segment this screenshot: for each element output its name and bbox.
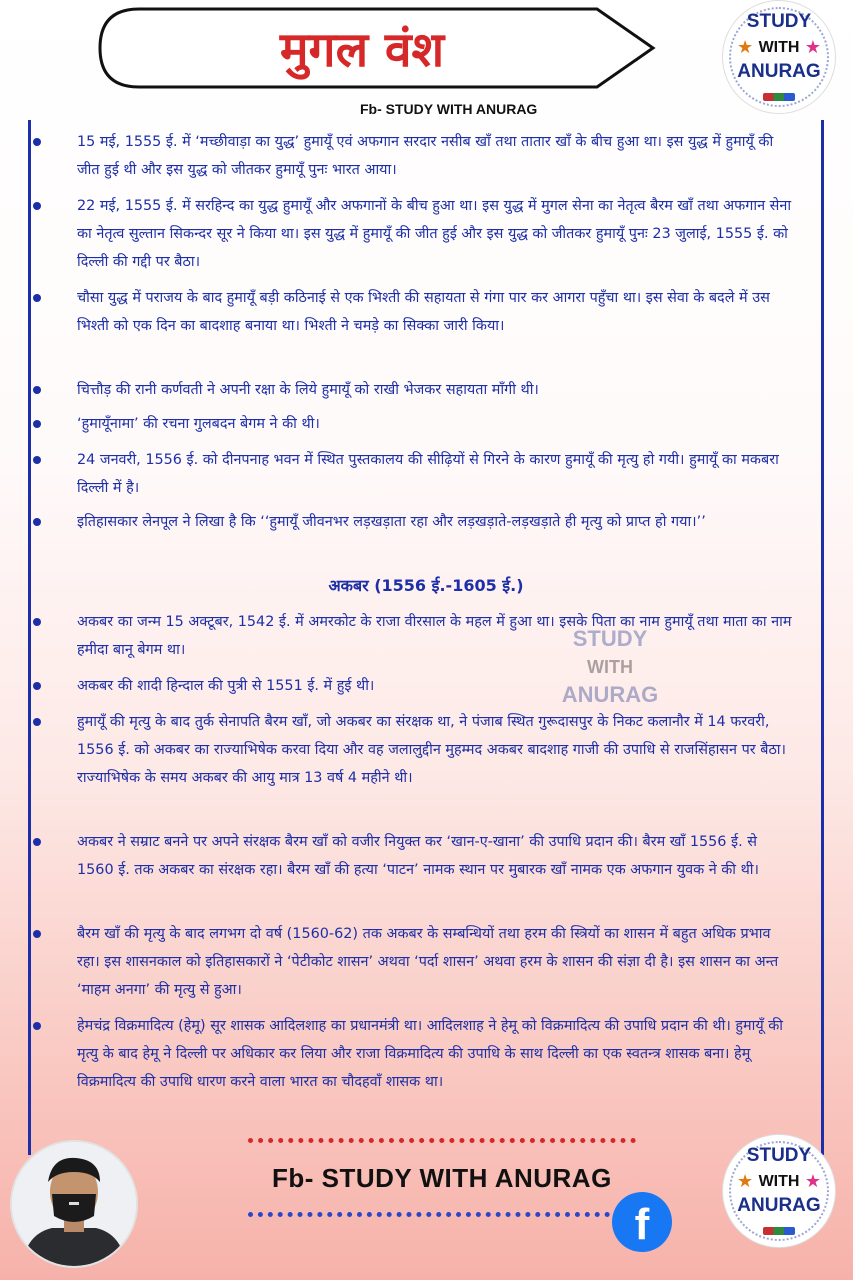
logo-line-1: STUDY bbox=[746, 1145, 812, 1166]
title-banner bbox=[97, 6, 657, 90]
logo-line-3: ANURAG bbox=[737, 1195, 821, 1216]
list-item-text: 22 मई, 1555 ई. में सरहिन्द का युद्ध हुमायूँ और अफगानों के बीच हुआ था। इस युद्ध में मुगल सेना का नेतृत्व बैरम खाँ तथा अफगान सेना का नेतृत्व सुल्तान सिकन्दर सूर ने किया था। इस युद्ध में हुमायूँ की जीत हुई और इस युद्ध को जीतकर हुमायूँ पुनः 23 जुलाई, 1555 ई. को दिल्ली की गद्दी पर बैठा। bbox=[77, 198, 792, 270]
content-panel bbox=[28, 120, 824, 1155]
bullet-icon bbox=[33, 518, 41, 526]
list-item-text: बैरम खाँ की मृत्यु के बाद लगभग दो वर्ष (1560-62) तक अकबर के सम्बन्धियों तथा हरम की स्त्रियों का शासन में बहुत अधिक प्रभाव रहा। इस शासनकाल को इतिहासकारों ने ‘पेटीकोट शासन’ अथवा ‘पर्दा शासन’ अथवा हरम के शासन की संज्ञा दी है। इस शासन का अन्त ‘माहम अनगा’ की मृत्यु से हुआ। bbox=[77, 926, 779, 998]
logo-line-2: WITH bbox=[758, 39, 800, 56]
bullet-icon bbox=[33, 618, 41, 626]
student-figure-icon: ★ bbox=[737, 37, 754, 58]
logo-line-2: WITH bbox=[758, 1173, 800, 1190]
bullet-icon bbox=[33, 420, 41, 428]
student-figure-icon: ★ bbox=[804, 37, 821, 58]
bullet-icon bbox=[33, 838, 41, 846]
bullet-icon bbox=[33, 718, 41, 726]
page-title: मुगल वंश bbox=[279, 22, 445, 78]
list-item-text: अकबर की शादी हिन्दाल की पुत्री से 1551 ई. में हुई थी। bbox=[77, 678, 375, 694]
bullet-icon bbox=[33, 456, 41, 464]
watermark-logo bbox=[540, 625, 680, 720]
fb-credit-top: Fb- STUDY WITH ANURAG bbox=[360, 101, 538, 117]
books-icon bbox=[763, 1227, 795, 1235]
bullet-icon bbox=[33, 682, 41, 690]
list-item-text: हेमचंद्र विक्रमादित्य (हेमू) सूर शासक आदिलशाह का प्रधानमंत्री था। आदिलशाह ने हेमू को विक्रमादित्य की उपाधि प्रदान की थी। हुमायूँ की मृत्यु के बाद हेमू ने दिल्ली पर अधिकार कर लिया और राजा विक्रमादित्य की उपाधि के साथ दिल्ली का एक स्वतन्त्र शासक बना। हेमू विक्रमादित्य की उपाधि धारण करने वाला भारत का चौदहवाँ शासक था। bbox=[77, 1018, 784, 1090]
section-heading-akbar: अकबर (1556 ई.-1605 ई.) bbox=[328, 576, 524, 595]
watermark-line-1: STUDY bbox=[572, 626, 648, 651]
list-item-text: चौसा युद्ध में पराजय के बाद हुमायूँ बड़ी कठिनाई से एक भिश्ती की सहायता से गंगा पार कर आगरा पहुँचा था। इस सेवा के बदले में उस भिश्ती को एक दिन का बादशाह बनाया था। भिश्ती ने चमड़े का सिक्का जारी किया। bbox=[77, 290, 770, 334]
bullet-icon bbox=[33, 1022, 41, 1030]
facebook-icon[interactable]: f bbox=[612, 1192, 672, 1252]
student-figure-icon: ★ bbox=[737, 1171, 754, 1192]
logo-line-1: STUDY bbox=[746, 11, 812, 32]
bullet-icon bbox=[33, 138, 41, 146]
bullet-icon bbox=[33, 930, 41, 938]
avatar bbox=[10, 1140, 138, 1268]
footer-divider-bottom bbox=[248, 1212, 610, 1217]
logo-line-3: ANURAG bbox=[737, 61, 821, 82]
list-item-text: 24 जनवरी, 1556 ई. को दीनपनाह भवन में स्थित पुस्तकालय की सीढ़ियों से गिरने के कारण हुमायूँ की मृत्यु हो गयी। हुमायूँ का मकबरा दिल्ली में है। bbox=[77, 452, 779, 496]
bullet-icon bbox=[33, 202, 41, 210]
watermark-line-3: ANURAG bbox=[561, 682, 659, 707]
fb-credit-bottom: Fb- STUDY WITH ANURAG bbox=[272, 1163, 612, 1193]
study-with-anurag-logo bbox=[722, 1134, 836, 1248]
books-icon bbox=[763, 93, 795, 101]
list-item-text: 15 मई, 1555 ई. में ‘मच्छीवाड़ा का युद्ध’ हुमायूँ एवं अफगान सरदार नसीब खाँ तथा तातार खाँ के बीच हुआ था। इस युद्ध में हुमायूँ की जीत हुई थी और इस युद्ध को जीतकर हुमायूँ पुनः भारत आया। bbox=[77, 134, 774, 178]
person-photo-icon bbox=[12, 1142, 136, 1266]
watermark-line-2: WITH bbox=[587, 657, 633, 677]
list-item-text: अकबर का जन्म 15 अक्टूबर, 1542 ई. में अमरकोट के राजा वीरसाल के महल में हुआ था। इसके पिता का नाम हुमायूँ तथा माता का नाम हमीदा बानू बेगम था। bbox=[77, 614, 792, 658]
list-item-text: अकबर ने सम्राट बनने पर अपने संरक्षक बैरम खाँ को वजीर नियुक्त कर ‘खान-ए-खाना’ की उपाधि प्रदान की। बैरम खाँ 1556 ई. से 1560 ई. तक अकबर का संरक्षक रहा। बैरम खाँ की हत्या ‘पाटन’ नामक स्थान पर मुबारक खाँ नामक एक अफगान युवक ने की थी। bbox=[77, 834, 759, 878]
student-figure-icon: ★ bbox=[804, 1171, 821, 1192]
footer-divider-top bbox=[248, 1138, 636, 1143]
list-item-text: हुमायूँ की मृत्यु के बाद तुर्क सेनापति बैरम खाँ, जो अकबर का संरक्षक था, ने पंजाब स्थित गुरूदासपुर के निकट कलानौर में 14 फरवरी, 1556 ई. को अकबर का राज्याभिषेक करवा दिया और वह जलालुद्दीन मुहम्मद अकबर बादशाह गाजी की उपाधि से राजसिंहासन पर बैठा। राज्याभिषेक के समय अकबर की आयु मात्र 13 वर्ष 4 महीने थी। bbox=[77, 714, 786, 786]
bullet-icon bbox=[33, 386, 41, 394]
list-item-text: ‘हुमायूँनामा’ की रचना गुलबदन बेगम ने की थी। bbox=[77, 416, 320, 432]
study-with-anurag-logo bbox=[722, 0, 836, 114]
list-item-text: इतिहासकार लेनपूल ने लिखा है कि ‘‘हुमायूँ जीवनभर लड़खड़ाता रहा और लड़खड़ाते-लड़खड़ाते ही मृत्यु को प्राप्त हो गया।’’ bbox=[77, 514, 706, 530]
bullet-icon bbox=[33, 294, 41, 302]
list-item-text: चित्तौड़ की रानी कर्णवती ने अपनी रक्षा के लिये हुमायूँ को राखी भेजकर सहायता माँगी थी। bbox=[77, 382, 539, 398]
